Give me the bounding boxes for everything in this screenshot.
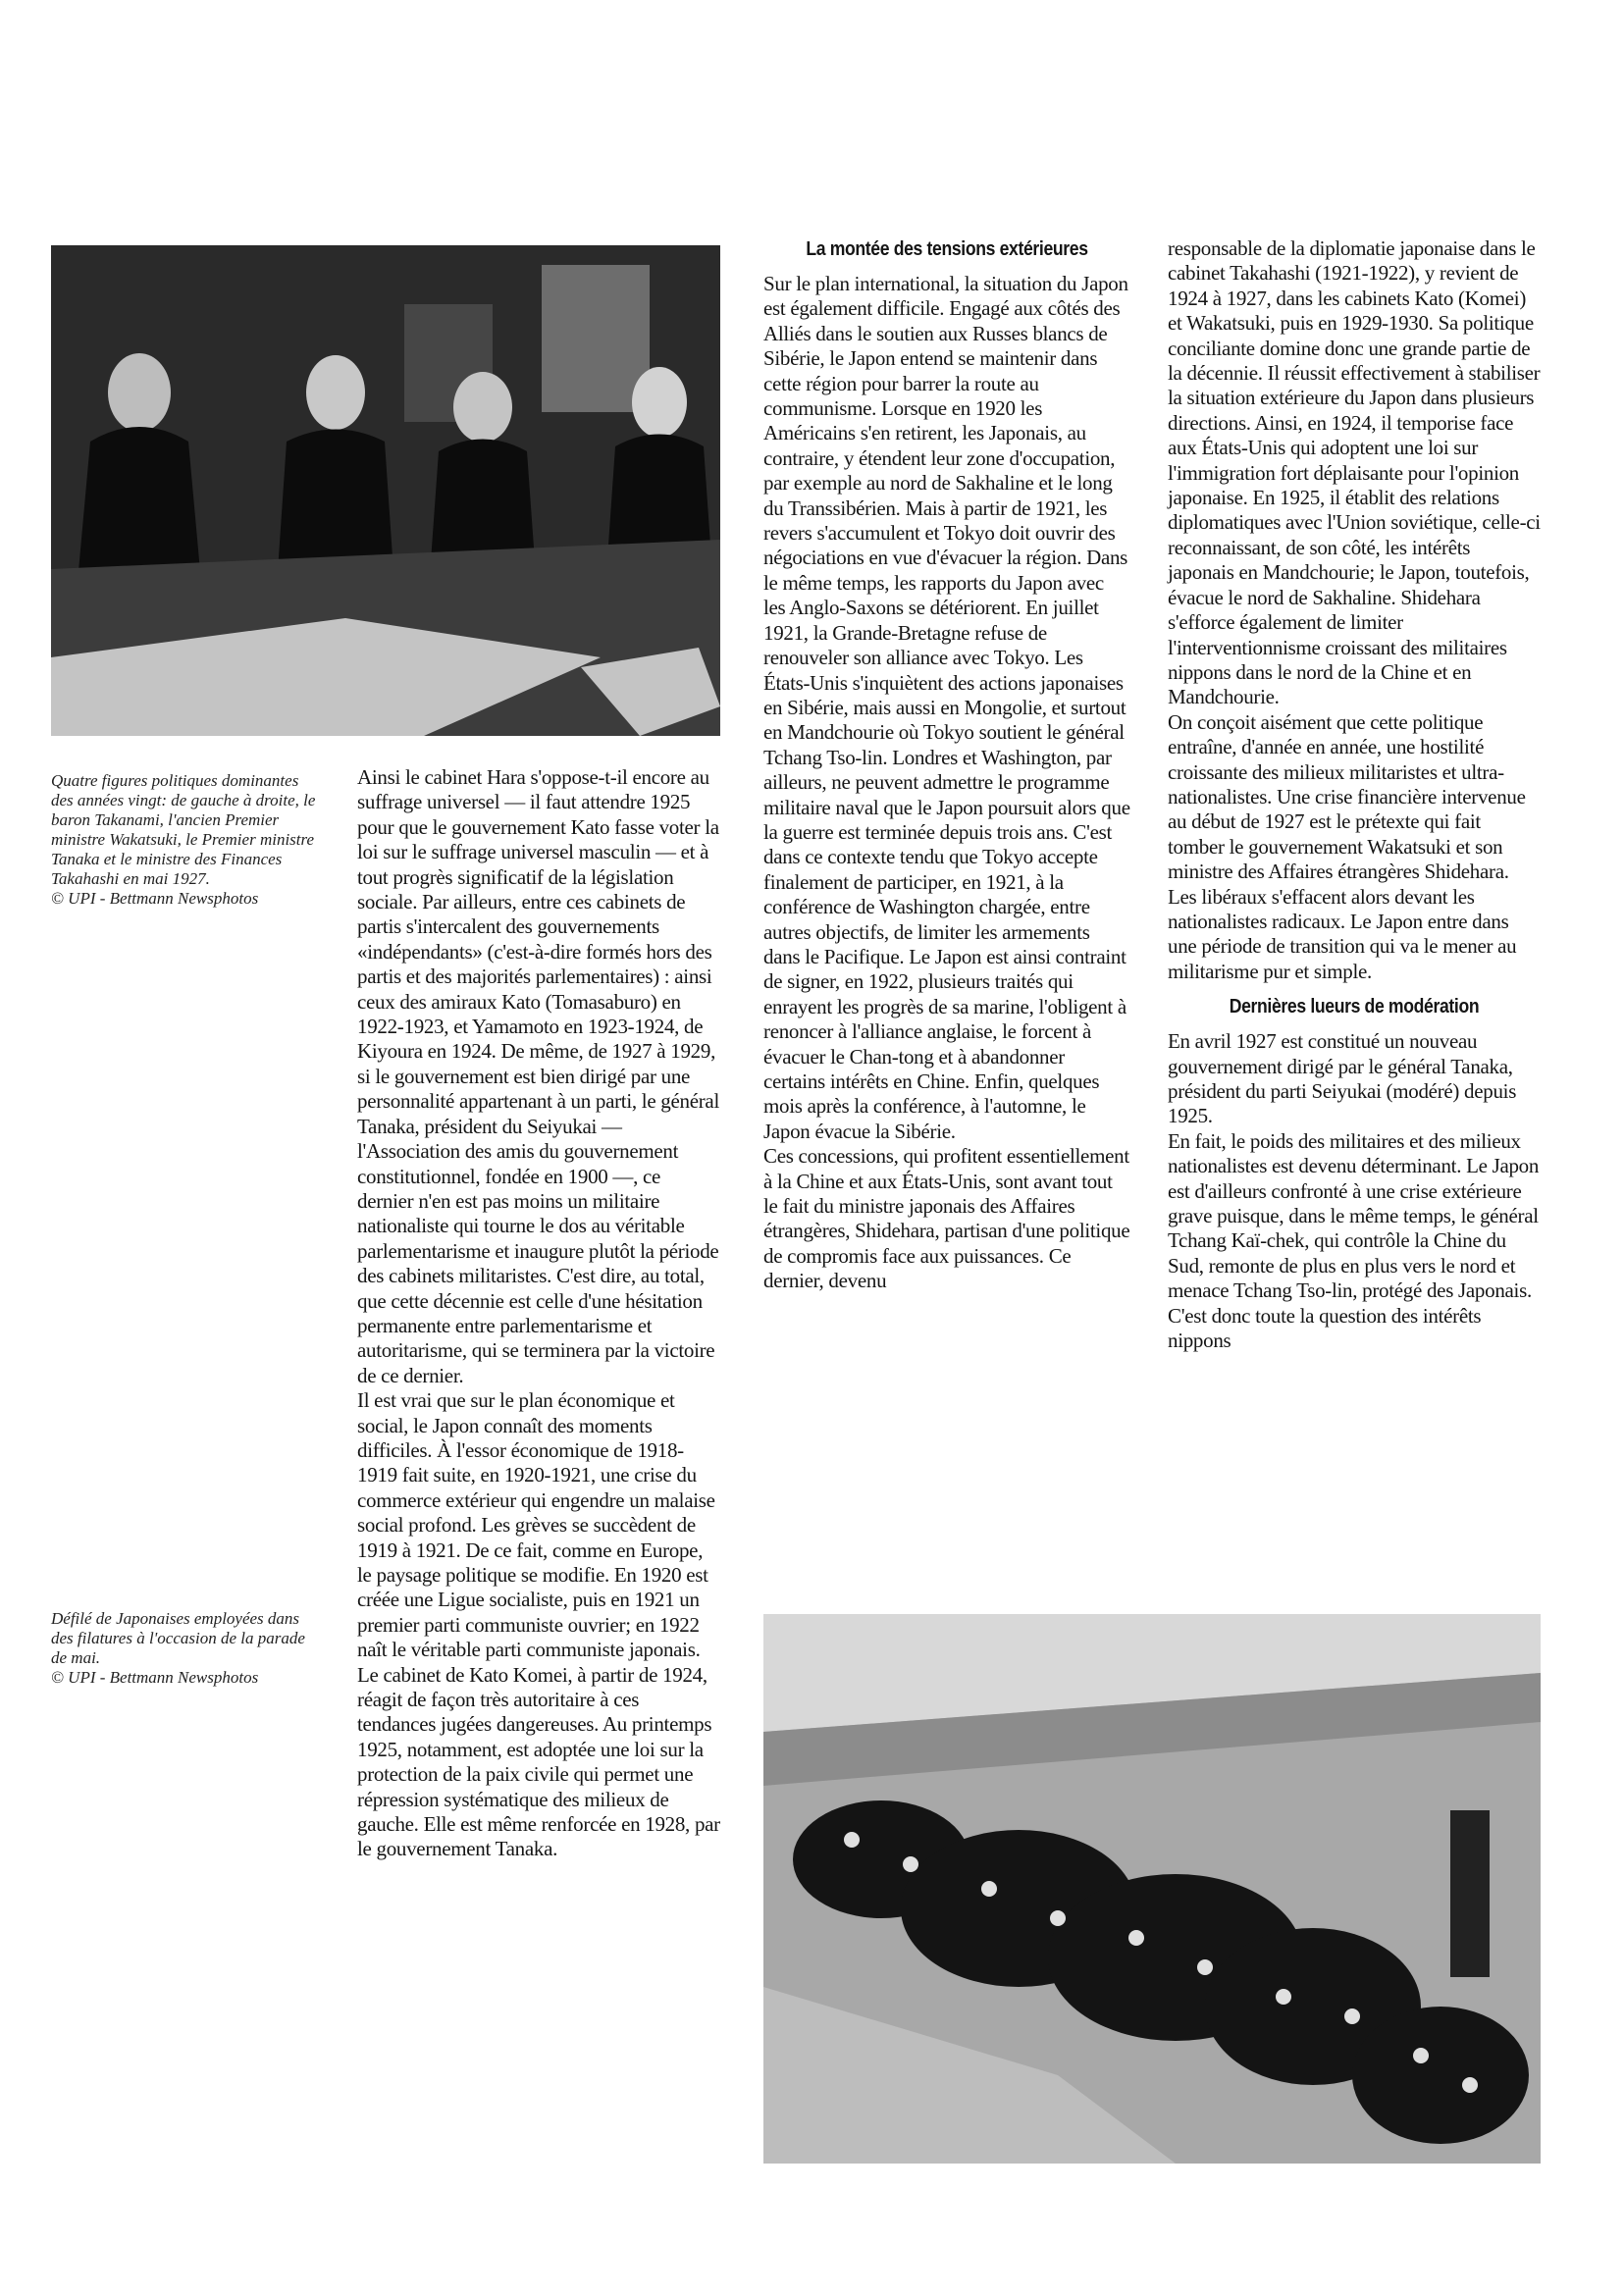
- paragraph: En avril 1927 est constitué un nouveau gouvernement dirigé par le général Tanaka, président du parti Seiyukai (modéré) depuis 1925.: [1168, 1029, 1517, 1128]
- caption-text: Quatre figures politiques dominantes des années vingt: de gauche à droite, le baron Takanami, l'ancien Premier ministre Wakatsuki, le Premier ministre Tanaka et le ministre des Finances Takahashi en mai 1927.: [51, 771, 316, 888]
- article-column-1: [357, 765, 720, 1862]
- paragraph: Sur le plan international, la situation du Japon est également difficile. Engagé aux côtés des Alliés dans le soutien aux Russes blancs de Sibérie, le Japon entend se maintenir dans cette région pour barrer la route au communisme. Lorsque en 1920 les Américains s'en retirent, les Japonais, au contraire, y étendent leur zone d'occupation, par exemple au nord de Sakhaline et le long du Transsibérien. Mais à partir de 1921, les revers s'accumulent et Tokyo doit ouvrir des négociations en vue d'évacuer la région. Dans le même temps, les rapports du Japon avec les Anglo-Saxons se détériorent. En juillet 1921, la Grande-Bretagne refuse de renouveler son alliance avec Tokyo. Les États-Unis s'inquiètent des actions japonaises en Sibérie, mais aussi en Mongolie, et surtout en Mandchourie où Tokyo soutient le général Tchang Tso-lin. Londres et Washington, par ailleurs, ne peuvent admettre le programme militaire naval que le Japon poursuit alors que la guerre est terminée depuis trois ans. C'est dans ce contexte tendu que Tokyo accepte finalement de participer, en 1921, à la conférence de Washington chargée, entre autres objectifs, de limiter les armements dans le Pacifique. Le Japon est ainsi contraint de signer, en 1922, plusieurs traités qui enrayent les progrès de sa marine, l'obligent à renoncer à l'alliance anglaise, le forcent à évacuer le Chan-tong et à abandonner certains intérêts en Chine. Enfin, quelques mois après la conférence, à l'automne, le Japon évacue la Sibérie.: [763, 272, 1130, 1143]
- paragraph: En fait, le poids des militaires et des milieux nationalistes est devenu déterminant. Le Japon est d'ailleurs confronté à une crise extérieure grave puisque, dans le même temps, le général Tchang Kaï-chek, qui contrôle la Chine du Sud, remonte de plus en plus vers le nord et menace Tchang Tso-lin, protégé des Japonais. C'est donc toute la question des intérêts nippons: [1168, 1128, 1540, 1353]
- paragraph: responsable de la diplomatie japonaise dans le cabinet Takahashi (1921-1922), y revient de 1924 à 1927, dans les cabinets Kato (Komei) et Wakatsuki, puis en 1929-1930. Sa politique conciliante domine donc une grande partie de la décennie. Il réussit effectivement à stabiliser la situation extérieure du Japon dans plusieurs directions. Ainsi, en 1924, il temporise face aux États-Unis qui adoptent une loi sur l'immigration fort déplaisante pour l'opinion japonaise. En 1925, il établit des relations diplomatiques avec l'Union soviétique, celle-ci reconnaissant, de son côté, les intérêts japonais en Mandchourie; le Japon, toutefois, évacue le nord de Sakhaline. Shidehara s'efforce également de limiter l'interventionnisme croissant des militaires nippons dans le nord de la Chine et en Mandchourie.: [1168, 236, 1541, 709]
- paragraph: Ces concessions, qui profitent essentiellement à la Chine et aux États-Unis, sont avant tout le fait du ministre japonais des Affaires étrangères, Shidehara, partisan d'une politique de compromis face aux puissances. Ce dernier, devenu: [763, 1144, 1130, 1293]
- paragraph: On conçoit aisément que cette politique entraîne, d'année en année, une hostilité croissante des milieux militaristes et ultra-nationalistes. Une crise financière intervenue au début de 1927 est le prétexte qui fait tomber le gouvernement Wakatsuki et son ministre des Affaires étrangères Shidehara. Les libéraux s'effacent alors devant les nationalistes radicaux. Le Japon entre dans une période de transition qui va le mener au militarisme pur et simple.: [1168, 709, 1526, 983]
- photo-politicians-illustration: [51, 245, 720, 736]
- section-heading: La montée des tensions extérieures: [806, 238, 1088, 260]
- article-column-2: [763, 236, 1130, 1294]
- paragraph: Ainsi le cabinet Hara s'oppose-t-il encore au suffrage universel — il faut attendre 1925 pour que le gouvernement Kato fasse voter la loi sur le suffrage universel masculin — et à tout progrès significatif de la législation sociale. Par ailleurs, entre ces cabinets de partis s'intercalent des gouvernements «indépendants» (c'est-à-dire formés hors des partis et des majorités parlementaires) : ainsi ceux des amiraux Kato (Tomasaburo) en 1922-1923, et Yamamoto en 1923-1924, de Kiyoura en 1924. De même, de 1927 à 1929, si le gouvernement est bien dirigé par une personnalité appartenant à un parti, le général Tanaka, président du Seiyukai — l'Association des amis du gouvernement constitutionnel, fondée en 1900 —, ce dernier n'en est pas moins un militaire nationaliste qui tourne le dos au véritable parlementarisme et inaugure plutôt la période des cabinets militaristes. C'est dire, au total, que cette décennie est celle d'une hésitation permanente entre parlementarisme et autoritarisme, qui se terminera par la victoire de ce dernier.: [357, 765, 719, 1387]
- caption-photo-parade: [51, 1609, 316, 1688]
- caption-credit: © UPI - Bettmann Newsphotos: [51, 889, 259, 908]
- caption-credit: © UPI - Bettmann Newsphotos: [51, 1668, 259, 1687]
- photo-parade-illustration: [763, 1614, 1541, 2164]
- section-heading: Dernières lueurs de modération: [1229, 996, 1480, 1018]
- photo-parade: [763, 1614, 1541, 2164]
- photo-politicians: [51, 245, 720, 736]
- paragraph: Il est vrai que sur le plan économique et social, le Japon connaît des moments difficiles. À l'essor économique de 1918-1919 fait suite, en 1920-1921, une crise du commerce extérieur qui engendre un malaise social profond. Les grèves se succèdent de 1919 à 1921. De ce fait, comme en Europe, le paysage politique se modifie. En 1920 est créée une Ligue socialiste, puis en 1921 un premier parti communiste ouvrier; en 1922 naît le véritable parti communiste japonais. Le cabinet de Kato Komei, à partir de 1924, réagit de façon très autoritaire à ces tendances jugées dangereuses. Au printemps 1925, notamment, est adoptée une loi sur la protection de la paix civile qui permet une répression systématique des milieux de gauche. Elle est même renforcée en 1928, par le gouvernement Tanaka.: [357, 1388, 720, 1861]
- caption-photo-politicians: [51, 771, 316, 909]
- article-column-3: [1168, 236, 1541, 1353]
- caption-text: Défilé de Japonaises employées dans des filatures à l'occasion de la parade de mai.: [51, 1609, 305, 1667]
